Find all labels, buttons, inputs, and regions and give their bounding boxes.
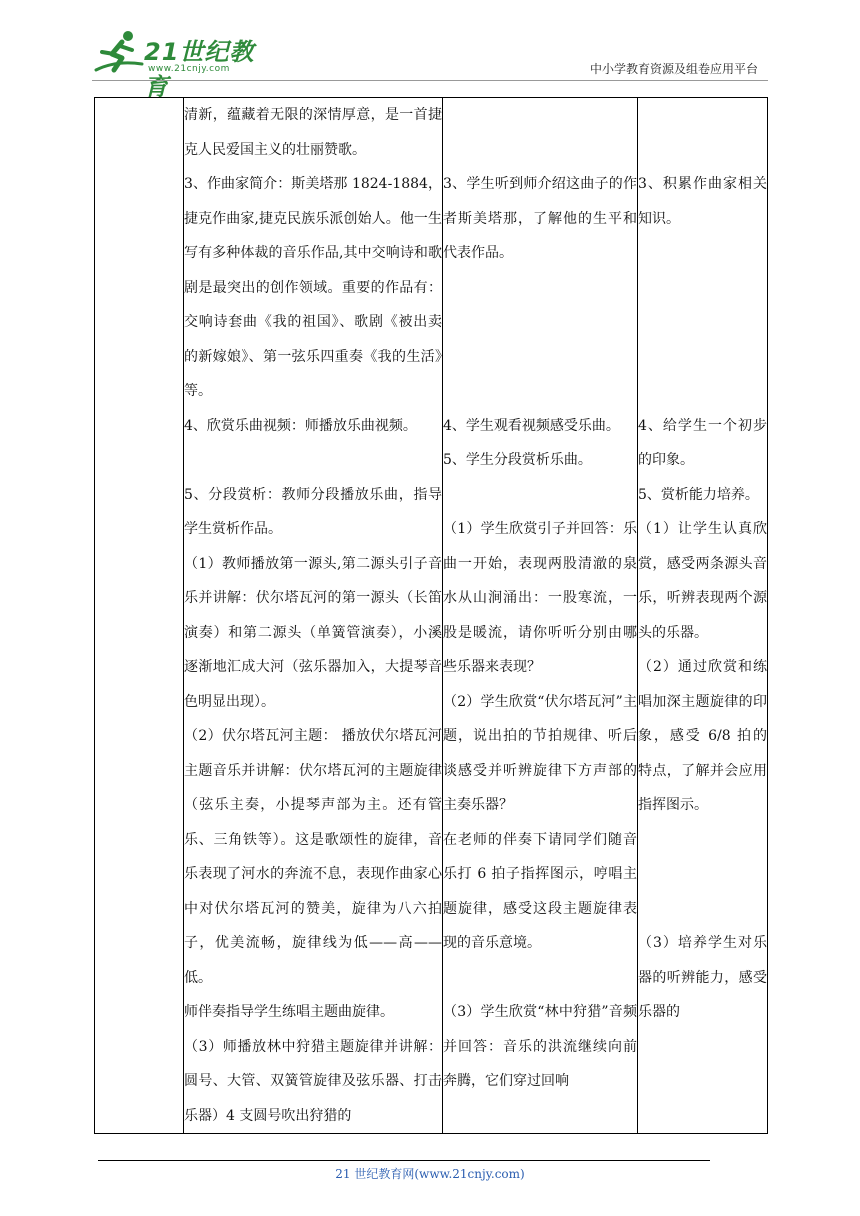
- intent-paragraph: 4、给学生一个初步的印象。: [638, 417, 767, 468]
- student-paragraph: 在老师的伴奏下请同学们随音乐打 6 拍子指挥图示，哼唱主题旋律，感受这段主题旋律表现的音乐意境。: [443, 831, 637, 951]
- page-header: [0, 0, 860, 101]
- logo: [92, 30, 272, 101]
- header-divider: [92, 80, 768, 81]
- intent-paragraph: 3、积累作曲家相关知识。: [638, 176, 767, 227]
- intent-paragraph: （2）通过欣赏和练唱加深主题旋律的印象，感受 6/8 拍的特点，了解并会应用指挥图示。: [638, 659, 767, 813]
- platform-title: 中小学教育资源及组卷应用平台: [589, 62, 758, 76]
- teacher-paragraph: （2）伏尔塔瓦河主题： 播放伏尔塔瓦河主题音乐并讲解：伏尔塔瓦河的主题旋律（弦乐主奏，小提琴声部为主。还有管乐、三角铁等）。这是歌颂性的旋律，音乐表现了河水的奔流不息，表现作曲家心中对伏尔塔瓦河的赞美，旋律为八六拍子，优美流畅，旋律线为低——高——低。: [184, 728, 442, 986]
- student-paragraph: 3、学生听到师介绍这曲子的作者斯美塔那，了解他的生平和代表作品。: [443, 176, 637, 261]
- student-paragraph: 4、学生观看视频感受乐曲。: [443, 417, 620, 434]
- logo-url: www.21cnjy.com: [148, 64, 230, 74]
- stage-cell: [95, 98, 184, 1134]
- teacher-activity-cell: [184, 98, 443, 1134]
- runner-logo-icon: [92, 30, 148, 76]
- design-intent-cell: [638, 98, 768, 1134]
- student-paragraph: 5、学生分段赏析乐曲。: [443, 452, 592, 468]
- teacher-paragraph: 3、作曲家简介：斯美塔那 1824-1884，捷克作曲家,捷克民族乐派创始人。他一生写有多种体裁的音乐作品,其中交响诗和歌剧是最突出的创作领域。重要的作品有：交响诗套曲《我的祖国》、歌剧《被出卖的新嫁娘》、第一弦乐四重奏《我的生活》等。: [184, 176, 442, 399]
- footer-link[interactable]: 21 世纪教育网(www.21cnjy.com): [335, 1167, 525, 1181]
- student-activity-cell: [443, 98, 638, 1134]
- footer-divider: [98, 1160, 710, 1161]
- lesson-table: [94, 97, 768, 1134]
- teacher-paragraph: 师伴奏指导学生练唱主题曲旋律。: [184, 1004, 394, 1020]
- teacher-paragraph: 清新，蕴藏着无限的深情厚意，是一首捷克人民爱国主义的壮丽赞歌。: [184, 107, 442, 158]
- intent-paragraph: （3）培养学生对乐器的听辨能力，感受乐器的: [638, 935, 767, 1020]
- intent-paragraph: （1）让学生认真欣赏，感受两条源头音乐，听辨表现两个源头的乐器。: [638, 521, 767, 641]
- student-paragraph: （1）学生欣赏引子并回答：乐曲一开始，表现两股清澈的泉水从山涧涌出：一股寒流，一股是暖流，请你听听分别由哪些乐器来表现？: [443, 521, 637, 675]
- teacher-paragraph: 5、分段赏析：教师分段播放乐曲，指导学生赏析作品。: [184, 486, 442, 537]
- teacher-paragraph: （1）教师播放第一源头,第二源头引子音乐并讲解：伏尔塔瓦河的第一源头（长笛演奏）和第二源头（单簧管演奏），小溪逐渐地汇成大河（弦乐器加入，大提琴音色明显出现）。: [184, 555, 442, 710]
- teacher-paragraph: （3）师播放林中狩猎主题旋律并讲解：圆号、大管、双簧管旋律及弦乐器、打击乐器）4 支圆号吹出狩猎的: [184, 1038, 442, 1124]
- table-row: [95, 98, 768, 1134]
- logo-brand: 21世纪教育: [144, 38, 255, 101]
- teacher-paragraph: 4、欣赏乐曲视频：师播放乐曲视频。: [184, 417, 417, 434]
- student-paragraph: （2）学生欣赏“伏尔塔瓦河”主题，说出拍的节拍规律、听后谈感受并听辨旋律下方声部的主奏乐器？: [443, 693, 637, 813]
- student-paragraph: （3）学生欣赏“林中狩猎”音频并回答：音乐的洪流继续向前奔腾，它们穿过回响: [443, 1004, 637, 1089]
- intent-paragraph: 5、赏析能力培养。: [638, 486, 759, 503]
